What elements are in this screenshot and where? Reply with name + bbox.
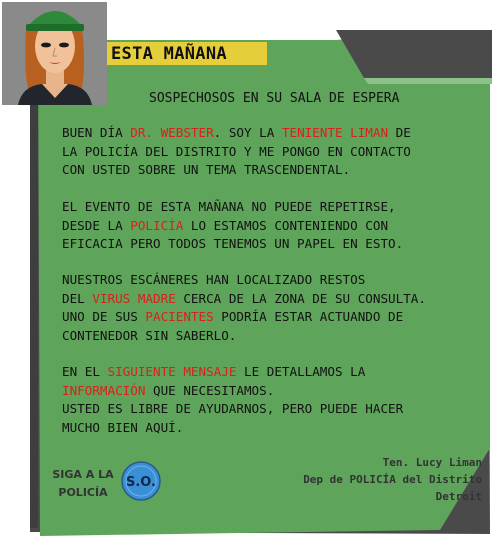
message-text: QUE NECESITAMOS.: [145, 382, 275, 398]
follow-line-2: POLICÍA: [58, 486, 108, 499]
message-paragraph-4: [62, 363, 403, 437]
highlighted-term: PACIENTES: [145, 309, 214, 324]
page-title: ESTA MAÑANA: [111, 43, 227, 64]
message-text: UNO DE SUS: [62, 309, 146, 324]
message-text: LE DETALLAMOS LA: [236, 364, 366, 379]
follow-police-link[interactable]: [50, 466, 116, 502]
title-band: [107, 42, 267, 65]
so-logo-text: S.O.: [125, 475, 157, 490]
message-line: [62, 217, 403, 236]
signature-block: [303, 454, 482, 505]
message-text: LO ESTAMOS CONTENIENDO CON: [183, 217, 389, 233]
message-text: DESDE LA: [62, 217, 131, 233]
highlighted-term: SIGUIENTE MENSAJE: [107, 364, 237, 379]
message-line: [62, 271, 426, 290]
officer-avatar-icon: [2, 2, 107, 105]
message-text: CONTENEDOR SIN SABERLO.: [62, 327, 237, 343]
message-line: [62, 419, 403, 438]
highlighted-term: DR. WEBSTER: [130, 125, 214, 140]
message-line: [62, 198, 403, 217]
message-text: EN EL: [62, 364, 108, 379]
highlighted-term: INFORMACIÓN: [62, 382, 146, 398]
message-text: . SOY LA: [213, 125, 282, 140]
message-text: DE: [388, 125, 411, 140]
left-strip: [30, 100, 38, 528]
message-text: MUCHO BIEN AQUÍ.: [62, 419, 184, 435]
message-line: [62, 290, 426, 309]
signature-department: Dep de POLICÍA del Distrito: [303, 473, 482, 486]
message-line: [62, 235, 403, 254]
message-line: [62, 400, 403, 419]
officer-portrait: [2, 2, 107, 105]
top-right-bevel: [364, 78, 492, 84]
message-text: PODRÍA ESTAR ACTUANDO DE: [213, 309, 404, 324]
message-text: CERCA DE LA ZONA DE SU CONSULTA.: [175, 290, 426, 306]
message-text: EL EVENTO DE ESTA MAÑANA NO PUEDE REPETIRSE,: [62, 199, 396, 214]
message-paragraph-3: [62, 271, 426, 345]
follow-line-1: SIGA A LA: [52, 468, 114, 481]
message-paragraph-2: [62, 198, 403, 254]
message-line: [62, 124, 411, 143]
message-text: EFICACIA PERO TODOS TENEMOS UN PAPEL EN ESTO.: [62, 236, 404, 251]
signature-city: Detroit: [435, 490, 482, 503]
message-paragraph-1: [62, 124, 411, 180]
message-subject: SOSPECHOSOS EN SU SALA DE ESPERA: [149, 91, 400, 106]
message-line: [62, 327, 426, 346]
so-logo-icon[interactable]: [121, 461, 161, 501]
highlighted-term: POLICÍA: [130, 217, 184, 233]
message-text: DEL: [62, 290, 93, 306]
message-line: [62, 161, 411, 180]
highlighted-term: VIRUS MADRE: [92, 290, 176, 306]
message-line: [62, 143, 411, 162]
signature-name: Ten. Lucy Liman: [382, 456, 482, 469]
message-text: BUEN DÍA: [62, 125, 131, 140]
highlighted-term: TENIENTE LIMAN: [281, 125, 389, 140]
message-text: USTED ES LIBRE DE AYUDARNOS, PERO PUEDE HACER: [62, 401, 404, 416]
message-text: LA POLICÍA DEL DISTRITO Y ME PONGO EN CONTACTO: [62, 143, 411, 159]
message-text: NUESTROS ESCÁNERES HAN LOCALIZADO RESTOS: [62, 272, 366, 287]
message-text: CON USTED SOBRE UN TEMA TRASCENDENTAL.: [62, 162, 351, 177]
message-line: [62, 308, 426, 327]
message-line: [62, 382, 403, 401]
message-line: [62, 363, 403, 382]
